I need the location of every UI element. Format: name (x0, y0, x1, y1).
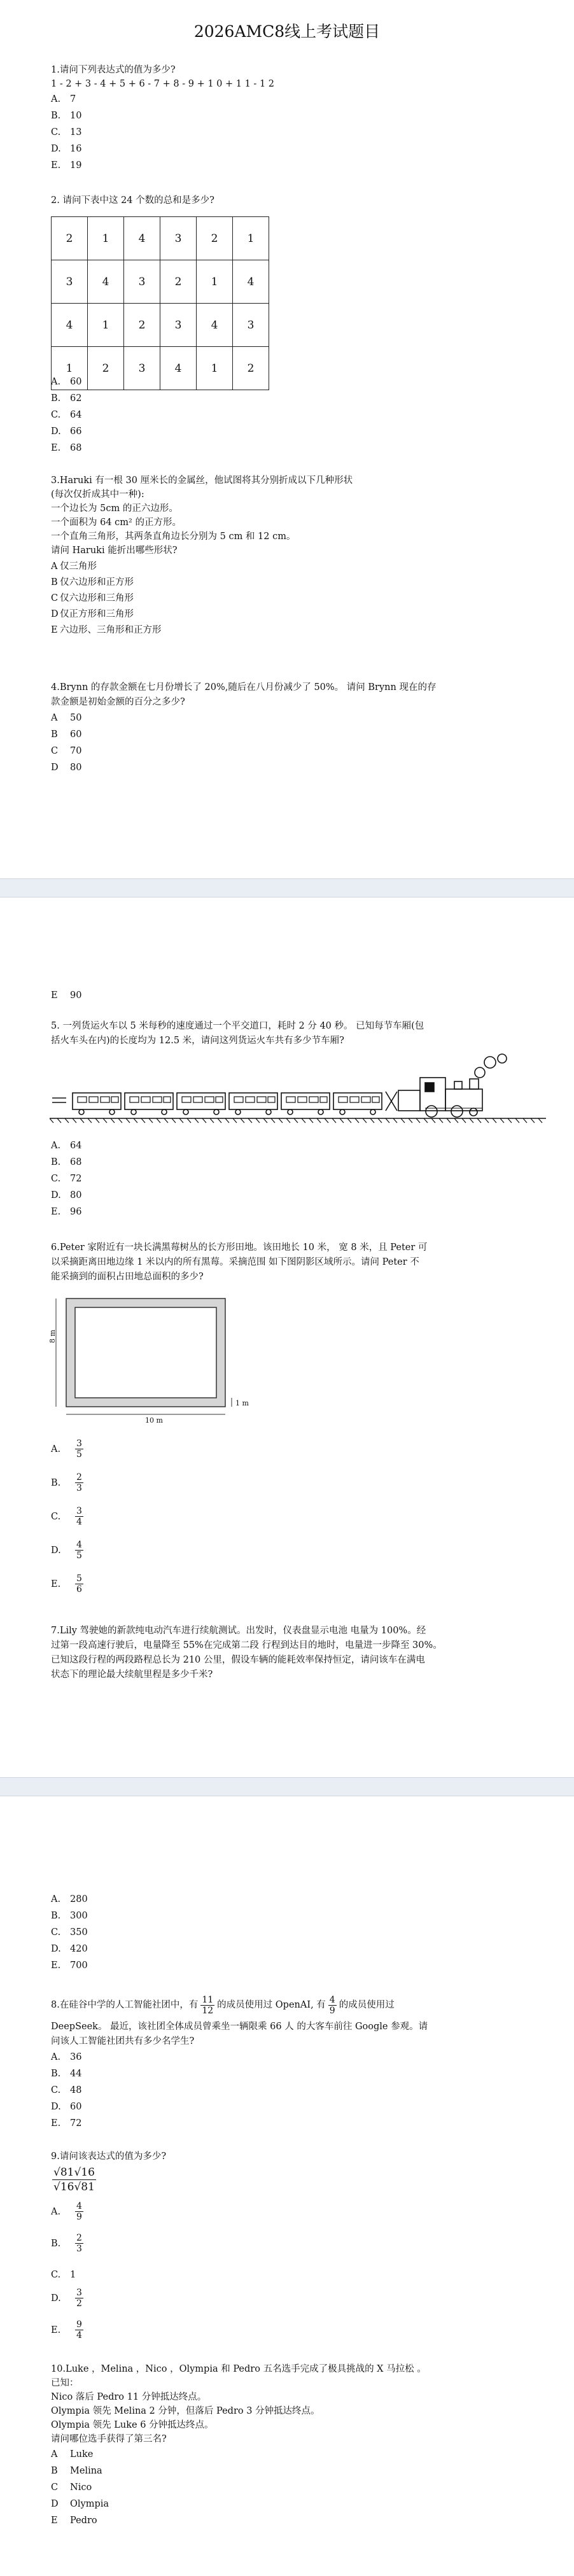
q1-option-a: A. 7 (51, 94, 76, 104)
q1-option-e: E. 19 (51, 160, 82, 171)
grid-cell: 3 (160, 304, 197, 347)
rail-tie (523, 1118, 527, 1123)
rail-tie (118, 1118, 122, 1123)
q8-option-b: B. 44 (51, 2069, 82, 2079)
q7-stem-line: 已知这段行程的两段路程总长为 210 公里，假设车辆的能耗效率保持恒定，请问该车在满电 (51, 1655, 425, 1665)
q4-option-a: A 50 (51, 713, 82, 723)
q6-option-b: B. $\frac{2}{3}$ (51, 1472, 82, 1493)
q3-option-d: D 仅正方形和三角形 (51, 609, 134, 619)
q3-option-c: C 仅六边形和三角形 (51, 593, 134, 603)
rail-tie (409, 1118, 412, 1123)
rail-tie (80, 1118, 84, 1123)
grid-cell: 2 (233, 347, 269, 390)
rail-tie (302, 1118, 305, 1123)
q9-stem: 9.请问该表达式的值为多少? (51, 2151, 167, 2162)
q7-stem-line: 7.Lily 驾驶她的新款纯电动汽车进行续航测试。出发时，仪表盘显示电池 电量为 100%。经 (51, 1626, 426, 1636)
rail-tie (424, 1118, 428, 1123)
q9-option-b: B. $\frac{2}{3}$ (51, 2233, 82, 2254)
rail-tie (65, 1118, 69, 1123)
rail-tie (134, 1118, 137, 1123)
grid-cell: 4 (160, 347, 197, 390)
rail-tie (439, 1118, 443, 1123)
rail-tie (187, 1118, 191, 1123)
page-3 (0, 1796, 574, 2576)
rail-tie (416, 1118, 420, 1123)
q8-stem-line-2: DeepSeek。 最近，该社团全体成员曾乘坐一辆限乘 66 人 的大客车前往 Google 参观。请 (51, 2022, 428, 2032)
q10-option-c: C Nico (51, 2482, 92, 2493)
page-2 (0, 897, 574, 1777)
rail-tie (378, 1118, 382, 1123)
rail-tie (195, 1118, 199, 1123)
rail-tie (325, 1118, 328, 1123)
q3-option-e: E 六边形、三角形和正方形 (51, 625, 162, 635)
rail-tie (294, 1118, 298, 1123)
q9-expression (52, 2165, 96, 2194)
q3-stem-line: 一个边长为 5cm 的正六边形。 (51, 503, 178, 514)
rail-tie (454, 1118, 458, 1123)
q2-option-d: D. 66 (51, 426, 82, 437)
rail-tie (141, 1118, 145, 1123)
rail-tie (500, 1118, 504, 1123)
rail-tie (355, 1118, 359, 1123)
rail-tie (256, 1118, 260, 1123)
rail-tie (103, 1118, 107, 1123)
rail-tie (401, 1118, 405, 1123)
q6-option-a: A. $\frac{3}{5}$ (51, 1439, 82, 1460)
rail-tie (157, 1118, 160, 1123)
rail-tie (477, 1118, 481, 1123)
rail-tie (332, 1118, 336, 1123)
grid-cell: 4 (52, 304, 88, 347)
q4-option-e: E 90 (51, 990, 82, 1001)
field-diagram (47, 1292, 276, 1429)
q5-option-b: B. 68 (51, 1157, 82, 1167)
rail-tie (248, 1118, 252, 1123)
q3-stem-line: 一个直角三角形，其两条直角边长分别为 5 cm 和 12 cm。 (51, 531, 296, 542)
rail-tie (363, 1118, 367, 1123)
rail-tie (370, 1118, 374, 1123)
train-illustration (50, 1053, 546, 1123)
q8-stem-line-3: 问该人工智能社团共有多少名学生? (51, 2036, 195, 2046)
grid-cell: 3 (124, 347, 160, 390)
q3-option-b: B 仅六边形和正方形 (51, 577, 134, 588)
grid-cell: 2 (124, 304, 160, 347)
q2-stem: 2. 请问下表中这 24 个数的总和是多少? (51, 195, 214, 206)
rail-tie (164, 1118, 168, 1123)
document-title: 2026AMC8线上考试题目 (193, 22, 381, 41)
q2-number-grid (51, 216, 269, 390)
grid-cell: 2 (88, 347, 124, 390)
grid-cell: 3 (52, 260, 88, 304)
q9-expression-denominator: √16√81 (53, 2181, 95, 2193)
q6-option-c: C. $\frac{3}{4}$ (51, 1506, 82, 1527)
q4-option-b: B 60 (51, 729, 82, 740)
rail-tie (126, 1118, 130, 1123)
q3-stem-line: 3.Haruki 有一根 30 厘米长的金属丝，他试图将其分别折成以下几种形状 (51, 475, 353, 486)
q7-stem-line: 过第一段高速行驶后，电量降至 55%在完成第二段 行程到达目的地时，电量进一步降至 30%。 (51, 1640, 442, 1650)
grid-cell: 1 (52, 347, 88, 390)
rail-tie (233, 1118, 237, 1123)
rail-tie (50, 1118, 53, 1123)
field-height-label: 8 m (48, 1330, 57, 1343)
q7-option-d: D. 420 (51, 1944, 88, 1954)
rail-tie (95, 1118, 99, 1123)
rail-tie (317, 1118, 321, 1123)
rail-tie (508, 1118, 512, 1123)
q6-stem-line: 6.Peter 家附近有一块长满黑莓树丛的长方形田地。该田地长 10 米， 宽 8 米，且 Peter 可 (51, 1242, 428, 1253)
q10-option-d: D Olympia (51, 2499, 109, 2509)
field-border-label: 1 m (235, 1399, 249, 1407)
rail-tie (431, 1118, 435, 1123)
q10-option-b: B Melina (51, 2466, 102, 2476)
page-separator (0, 1777, 574, 1796)
q9-expression-numerator: √81√16 (53, 2166, 95, 2179)
q9-option-a: A. $\frac{4}{9}$ (51, 2201, 82, 2222)
rail-tie (286, 1118, 290, 1123)
q10-stem-line: Olympia 领先 Melina 2 分钟，但落后 Pedro 3 分钟抵达终点。 (51, 2406, 320, 2416)
grid-cell: 3 (160, 217, 197, 260)
rail-tie (485, 1118, 489, 1123)
grid-cell: 1 (233, 217, 269, 260)
grid-cell: 4 (233, 260, 269, 304)
q7-option-a: A. 280 (51, 1894, 88, 1904)
field-width-label: 10 m (145, 1416, 163, 1425)
grid-cell: 3 (233, 304, 269, 347)
q8-option-d: D. 60 (51, 2102, 82, 2112)
rail-tie (218, 1118, 221, 1123)
q2-option-a: A. 60 (51, 377, 82, 387)
grid-cell: 2 (52, 217, 88, 260)
q9-option-e: E. $\frac{9}{4}$ (51, 2319, 82, 2340)
q1-stem: 1.请问下列表达式的值为多少? (51, 65, 176, 75)
q3-option-a: A 仅三角形 (51, 561, 97, 572)
grid-cell: 1 (197, 347, 233, 390)
q6-stem-line: 以采摘距离田地边缘 1 米以内的所有黑莓。采摘范围 如下图阴影区域所示。请问 Peter 不 (51, 1257, 419, 1267)
rail-tie (538, 1118, 542, 1123)
q10-stem-line: Olympia 领先 Luke 6 分钟抵达终点。 (51, 2420, 214, 2430)
q10-stem-line: 已知： (51, 2378, 79, 2388)
q10-stem-line: 请问哪位选手获得了第三名? (51, 2434, 167, 2444)
q7-stem-line: 状态下的理论最大续航里程是多少千米? (51, 1670, 213, 1680)
q5-option-d: D. 80 (51, 1190, 82, 1200)
grid-cell: 4 (124, 217, 160, 260)
q3-stem-line: 请问 Haruki 能折出哪些形状? (51, 545, 178, 556)
rail-tie (179, 1118, 183, 1123)
q2-option-c: C. 64 (51, 410, 82, 420)
rail-tie (309, 1118, 313, 1123)
q4-option-d: D 80 (51, 763, 82, 773)
q7-option-e: E. 700 (51, 1960, 88, 1971)
q8-option-c: C. 48 (51, 2085, 82, 2095)
rail-tie (111, 1118, 115, 1123)
rail-tie (225, 1118, 229, 1123)
rail-tie (271, 1118, 275, 1123)
q3-stem-line: 一个面积为 64 cm² 的正方形。 (51, 517, 181, 528)
q3-stem-line: (每次仅折成其中一种): (51, 489, 144, 500)
rail-tie (386, 1118, 389, 1123)
rail-tie (340, 1118, 344, 1123)
rail-tie (172, 1118, 176, 1123)
q10-option-a: A Luke (51, 2449, 94, 2460)
grid-cell: 1 (88, 217, 124, 260)
q4-stem-line: 4.Brynn 的存款金额在七月份增长了 20%,随后在八月份减少了 50%。 请问 Brynn 现在的存 (51, 682, 437, 693)
grid-cell: 4 (88, 260, 124, 304)
q4-option-c: C 70 (51, 746, 82, 756)
q2-option-e: E. 68 (51, 443, 82, 453)
q1-option-c: C. 13 (51, 127, 82, 137)
grid-cell: 2 (197, 217, 233, 260)
rail-tie (88, 1118, 92, 1123)
q1-expression: 1 - 2 + 3 - 4 + 5 + 6 - 7 + 8 - 9 + 1 0 + 1 1 - 1 2 (51, 79, 275, 89)
q5-option-e: E. 96 (51, 1207, 82, 1217)
rail-tie (531, 1118, 535, 1123)
page-separator (0, 878, 574, 897)
q5-stem-line: 括火车头在内)的长度均为 12.5 米，请问这列货运火车共有多少节车厢? (51, 1036, 344, 1046)
q5-option-c: C. 72 (51, 1174, 82, 1184)
q5-stem-line: 5. 一列货运火车以 5 米每秒的速度通过一个平交道口，耗时 2 分 40 秒。 已知每节车厢(包 (51, 1021, 424, 1031)
rail-tie (447, 1118, 451, 1123)
rail-tie (73, 1118, 76, 1123)
rail-tie (57, 1118, 61, 1123)
rail-tie (241, 1118, 244, 1123)
q10-stem-line: Nico 落后 Pedro 11 分钟抵达终点。 (51, 2392, 207, 2402)
q1-option-d: D. 16 (51, 144, 82, 154)
grid-cell: 4 (197, 304, 233, 347)
q10-option-e: E Pedro (51, 2516, 97, 2526)
grid-cell: 2 (160, 260, 197, 304)
q5-option-a: A. 64 (51, 1141, 82, 1151)
rail-tie (202, 1118, 206, 1123)
rail-tie (493, 1118, 496, 1123)
q1-option-b: B. 10 (51, 111, 82, 121)
rail-tie (279, 1118, 283, 1123)
rail-tie (347, 1118, 351, 1123)
q2-option-b: B. 62 (51, 393, 82, 404)
rail-tie (393, 1118, 397, 1123)
rail-tie (210, 1118, 214, 1123)
q6-stem-line: 能采摘到的面积占田地总面积的多少? (51, 1272, 204, 1282)
page-1 (0, 0, 574, 878)
grid-cell: 1 (197, 260, 233, 304)
grid-cell: 1 (88, 304, 124, 347)
q8-option-e: E. 72 (51, 2118, 82, 2129)
q7-option-c: C. 350 (51, 1927, 88, 1938)
q8-stem-line-1: 8.在硅谷中学的人工智能社团中，有 $\frac{11}{12}$ 的成员使用过 OpenAI, 有 $\frac{4}{9}$ 的成员使用过 (51, 1994, 395, 2016)
q9-option-c: C. 1 (51, 2270, 76, 2280)
grid-cell: 3 (124, 260, 160, 304)
rail-tie (263, 1118, 267, 1123)
rail-tie (462, 1118, 466, 1123)
rail-tie (470, 1118, 473, 1123)
q10-stem-line: 10.Luke ，Melina ，Nico ，Olympia 和 Pedro 五名选手完成了极具挑战的 X 马拉松 。 (51, 2364, 426, 2374)
q6-option-e: E. $\frac{5}{6}$ (51, 1573, 82, 1594)
q6-option-d: D. $\frac{4}{5}$ (51, 1540, 82, 1561)
q7-option-b: B. 300 (51, 1911, 88, 1921)
rail-tie (515, 1118, 519, 1123)
q9-option-d: D. $\frac{3}{2}$ (51, 2288, 82, 2309)
q4-stem-line: 款金额是初始金额的百分之多少? (51, 697, 185, 707)
rail-tie (149, 1118, 153, 1123)
q8-option-a: A. 36 (51, 2052, 82, 2062)
